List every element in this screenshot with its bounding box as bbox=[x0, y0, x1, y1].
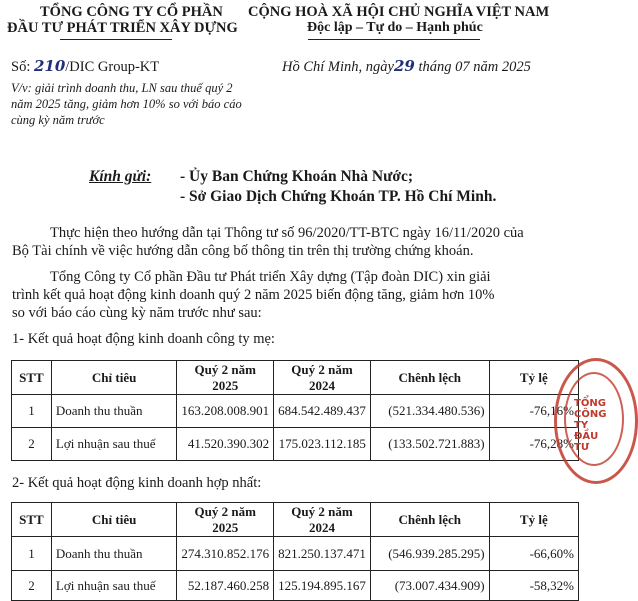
cell-diff: (133.502.721.883) bbox=[370, 428, 489, 461]
cell-stt: 1 bbox=[12, 537, 52, 571]
cell-item: Doanh thu thuần bbox=[51, 537, 177, 571]
header-stt: STT bbox=[12, 503, 52, 537]
header-q2-2024: Quý 2 năm 2024 bbox=[274, 503, 371, 537]
cell-q2-2025: 163.208.008.901 bbox=[177, 395, 274, 428]
table-header-row bbox=[12, 503, 579, 537]
motto-underline bbox=[308, 39, 480, 40]
header-item: Chỉ tiêu bbox=[51, 361, 177, 395]
cell-q2-2024: 684.542.489.437 bbox=[274, 395, 371, 428]
subject-line3: cùng kỳ năm trước bbox=[11, 113, 105, 127]
cell-item: Doanh thu thuần bbox=[51, 395, 177, 428]
cell-ratio: -58,32% bbox=[489, 571, 578, 601]
header-q2-2024: Quý 2 năm 2024 bbox=[274, 361, 371, 395]
cell-q2-2024: 125.194.895.167 bbox=[274, 571, 371, 601]
cell-stt: 2 bbox=[12, 571, 52, 601]
recipient-1: - Ủy Ban Chứng Khoán Nhà Nước; bbox=[180, 168, 414, 185]
header-ratio: Tỷ lệ bbox=[489, 361, 578, 395]
cell-ratio: -66,60% bbox=[489, 537, 578, 571]
cell-diff: (73.007.434.909) bbox=[370, 571, 489, 601]
stamp-text: TỔNG CÔNG TY ĐẦU TƯ bbox=[574, 398, 607, 453]
cell-stt: 2 bbox=[12, 428, 52, 461]
cell-q2-2024: 175.023.112.185 bbox=[274, 428, 371, 461]
nation-title: CỘNG HOÀ XÃ HỘI CHỦ NGHĨA VIỆT NAM bbox=[248, 4, 550, 20]
cell-ratio: -76,16% bbox=[489, 395, 578, 428]
doc-number-suffix: /DIC Group-KT bbox=[65, 59, 160, 75]
place-date bbox=[282, 57, 531, 76]
header-stt: STT bbox=[12, 361, 52, 395]
paragraph-1-line2: Bộ Tài chính về việc hướng dẫn công bố thông tin trên thị trường chứng khoán. bbox=[12, 243, 474, 259]
cell-diff: (546.939.285.295) bbox=[370, 537, 489, 571]
cell-item: Lợi nhuận sau thuế bbox=[51, 428, 177, 461]
cell-q2-2024: 821.250.137.471 bbox=[274, 537, 371, 571]
header-q2-2025: Quý 2 năm 2025 bbox=[177, 361, 274, 395]
cell-stt: 1 bbox=[12, 395, 52, 428]
header-diff: Chênh lệch bbox=[370, 503, 489, 537]
doc-number bbox=[11, 57, 159, 76]
cell-item: Lợi nhuận sau thuế bbox=[51, 571, 177, 601]
table-row bbox=[12, 428, 579, 461]
paragraph-2-line2: trình kết quả hoạt động kinh doanh quý 2 năm 2025 biến động tăng, giảm hơn 10% bbox=[12, 287, 495, 303]
subject-line2: năm 2025 tăng, giảm hơn 10% so với báo cáo bbox=[11, 97, 242, 111]
header-q2-2025: Quý 2 năm 2025 bbox=[177, 503, 274, 537]
section-1-title: 1- Kết quả hoạt động kinh doanh công ty mẹ: bbox=[12, 331, 275, 347]
recipients-label: Kính gửi: bbox=[89, 168, 152, 185]
subject-line1: V/v: giải trình doanh thu, LN sau thuế quý 2 bbox=[11, 81, 233, 95]
cell-q2-2025: 52.187.460.258 bbox=[177, 571, 274, 601]
header-ratio: Tỷ lệ bbox=[489, 503, 578, 537]
cell-q2-2025: 41.520.390.302 bbox=[177, 428, 274, 461]
parent-company-results-table bbox=[11, 360, 579, 461]
org-name-line1: TỔNG CÔNG TY CỔ PHẦN bbox=[40, 4, 223, 20]
place-date-suffix: tháng 07 năm 2025 bbox=[414, 59, 531, 75]
day-handwritten: 29 bbox=[393, 57, 415, 75]
org-name-line2: ĐẦU TƯ PHÁT TRIỂN XÂY DỰNG bbox=[7, 20, 238, 36]
section-2-title: 2- Kết quả hoạt động kinh doanh hợp nhất: bbox=[12, 475, 262, 491]
header-item: Chỉ tiêu bbox=[51, 503, 177, 537]
recipient-2: - Sở Giao Dịch Chứng Khoán TP. Hồ Chí Minh. bbox=[180, 188, 497, 205]
table-row bbox=[12, 537, 579, 571]
paragraph-1-line1: Thực hiện theo hướng dẫn tại Thông tư số 96/2020/TT-BTC ngày 16/11/2020 của bbox=[50, 225, 524, 241]
doc-number-handwritten: 210 bbox=[33, 57, 66, 75]
table-header-row bbox=[12, 361, 579, 395]
cell-ratio: -76,28% bbox=[489, 428, 578, 461]
cell-q2-2025: 274.310.852.176 bbox=[177, 537, 274, 571]
header-diff: Chênh lệch bbox=[370, 361, 489, 395]
consolidated-results-table bbox=[11, 502, 579, 601]
nation-motto: Độc lập – Tự do – Hạnh phúc bbox=[307, 20, 483, 35]
paragraph-2-line1: Tổng Công ty Cổ phần Đầu tư Phát triển Xây dựng (Tập đoàn DIC) xin giải bbox=[50, 269, 491, 285]
table-row bbox=[12, 395, 579, 428]
cell-diff: (521.334.480.536) bbox=[370, 395, 489, 428]
paragraph-2-line3: so với báo cáo cùng kỳ năm trước như sau: bbox=[12, 305, 262, 321]
doc-number-prefix: Số: bbox=[11, 59, 34, 75]
place-date-prefix: Hồ Chí Minh, ngày bbox=[282, 59, 394, 75]
org-underline bbox=[60, 39, 172, 40]
table-row bbox=[12, 571, 579, 601]
